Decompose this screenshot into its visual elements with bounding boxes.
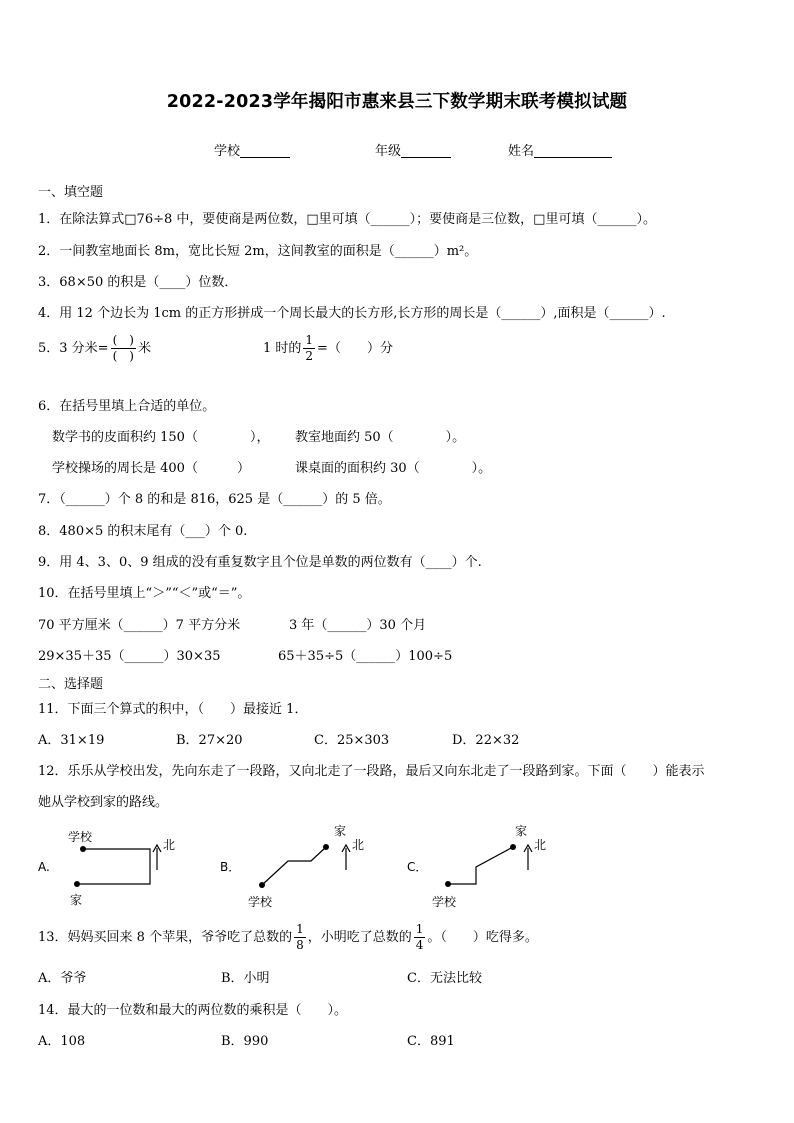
- q12-label-a[interactable]: A.: [38, 860, 50, 874]
- route-b: [262, 847, 326, 885]
- question-10b: 3 年（______）30 个月: [289, 618, 427, 633]
- school-label-b: 学校: [248, 895, 273, 909]
- question-6a: 数学书的皮面积约 150（ ），: [52, 430, 270, 445]
- question-6d: 课桌面的面积约 30（ ）。: [295, 461, 492, 476]
- question-12-cont: 她从学校到家的路线。: [38, 795, 169, 810]
- question-10a: 70 平方厘米（______）7 平方分米: [38, 618, 241, 633]
- name-label: 姓名: [508, 144, 535, 159]
- school-label-a: 学校: [68, 830, 93, 844]
- grade-field: [375, 140, 451, 159]
- route-diagrams: [0, 818, 600, 913]
- north-label-c: 北: [534, 838, 547, 852]
- fraction-one-eighth: $\frac{1}{8}$: [296, 922, 304, 952]
- question-3: 3．68×50 的积是（____）位数．: [38, 275, 238, 290]
- route-c: [448, 847, 513, 884]
- school-field: [214, 140, 290, 159]
- question-10d: 65＋35÷5（______）100÷5: [278, 649, 453, 664]
- q11-option-d[interactable]: D．22×32: [452, 733, 520, 748]
- home-label-a: 家: [70, 893, 83, 907]
- q11-option-b[interactable]: B．27×20: [176, 733, 243, 748]
- q11-option-a[interactable]: A．31×19: [38, 733, 105, 748]
- route-a: [77, 849, 150, 884]
- home-label-b: 家: [334, 824, 347, 838]
- q13-option-a[interactable]: A．爷爷: [38, 971, 87, 986]
- q14-option-b[interactable]: B．990: [221, 1034, 269, 1049]
- question-4: 4．用 12 个边长为 1cm 的正方形拼成一个周长最大的长方形,长方形的周长是（______）,面积是（______）.: [38, 306, 666, 321]
- question-1: 1．在除法算式□76÷8 中，要使商是两位数，□里可填（______）；要使商是三位数，□里可填（______）。: [38, 212, 656, 227]
- question-12: 12．乐乐从学校出发，先向东走了一段路，又向北走了一段路，最后又向东北走了一段路到家。下面（ ）能表示: [38, 764, 705, 779]
- school-label-c: 学校: [432, 895, 457, 909]
- home-point-c: [510, 844, 516, 850]
- name-blank[interactable]: [534, 143, 612, 158]
- q14-option-c[interactable]: C．891: [407, 1034, 455, 1049]
- question-6b: 教室地面约 50（ ）。: [295, 430, 466, 445]
- q13-option-c[interactable]: C．无法比较: [407, 971, 482, 986]
- question-6c: 学校操场的周长是 400（ ）: [52, 461, 250, 476]
- school-blank[interactable]: [240, 143, 290, 158]
- q14-option-a[interactable]: A．108: [38, 1034, 86, 1049]
- question-5b: 1 时的 $\frac{1}{2}$ =（ ）分: [263, 333, 393, 363]
- section-fill-blank: 一、填空题: [38, 185, 104, 200]
- grade-label: 年级: [375, 144, 402, 159]
- q12-label-b[interactable]: B．: [220, 860, 241, 874]
- north-label-a: 北: [163, 838, 176, 852]
- question-5a: 5．3 分米= $\frac{( )}{( )}$ 米: [38, 333, 151, 363]
- home-point-b: [323, 844, 329, 850]
- grade-blank[interactable]: [401, 143, 451, 158]
- q13-option-b[interactable]: B．小明: [221, 971, 270, 986]
- home-point-a: [74, 881, 80, 887]
- school-label: 学校: [214, 144, 241, 159]
- question-2: 2．一间教室地面长 8m，宽比长短 2m，这间教室的面积是（______）m²。: [38, 244, 478, 259]
- fraction-one-quarter: $\frac{1}{4}$: [415, 922, 424, 952]
- question-8: 8．480×5 的积末尾有（___）个 0.: [38, 524, 248, 539]
- question-13: 13．妈妈买回来 8 个苹果，爷爷吃了总数的 $\frac{1}{8}$ ，小明吃了总数的 $\frac{1}{4}$ 。（ ）吃得多。: [38, 922, 538, 952]
- section-multiple-choice: 二、选择题: [38, 677, 104, 692]
- page-title: 2022-2023学年揭阳市惠来县三下数学期末联考模拟试题: [166, 92, 628, 112]
- question-6: 6．在括号里填上合适的单位。: [38, 399, 216, 414]
- north-label-b: 北: [352, 838, 365, 852]
- fraction: $\frac{( )}{( )}$: [112, 333, 134, 363]
- q11-option-c[interactable]: C．25×303: [314, 733, 390, 748]
- question-11: 11．下面三个算式的积中，（ ）最接近 1．: [38, 702, 308, 717]
- question-9: 9．用 4、3、0、9 组成的没有重复数字且个位是单数的两位数有（____）个.: [38, 555, 482, 570]
- question-7: 7．（______）个 8 的和是 816，625 是（______）的 5 倍。: [38, 492, 391, 507]
- question-14: 14．最大的一位数和最大的两位数的乘积是（ ）。: [38, 1003, 348, 1018]
- question-10c: 29×35＋35（______）30×35: [38, 649, 221, 664]
- q12-label-c[interactable]: C．: [407, 860, 428, 874]
- home-label-c: 家: [515, 824, 528, 838]
- question-10: 10．在括号里填上“＞”“＜”或“＝”。: [38, 586, 251, 601]
- name-field: [508, 140, 612, 159]
- fraction: $\frac{1}{2}$: [305, 333, 314, 363]
